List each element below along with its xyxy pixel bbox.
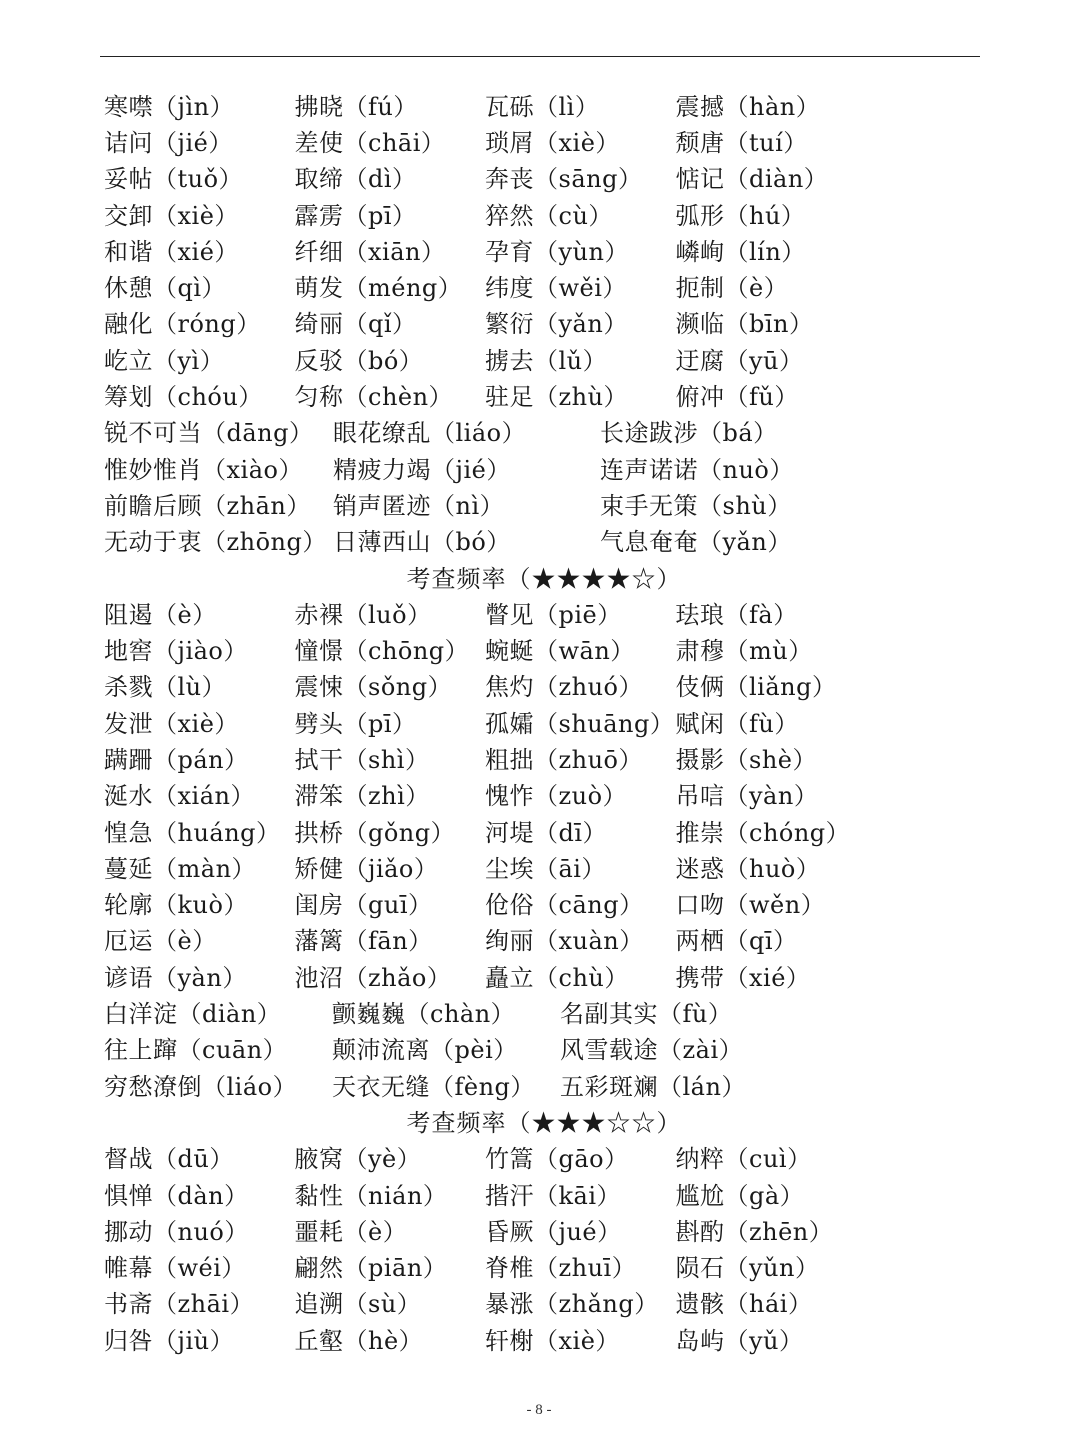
word-entry: 差使（chāi） xyxy=(294,128,446,157)
word-entry: 蔓延（màn） xyxy=(104,854,257,883)
idiom-entry: 眼花缭乱（liáo） xyxy=(333,419,527,448)
word-entry: 追溯（sù） xyxy=(294,1290,422,1319)
word-entry: 孕育（yùn） xyxy=(485,237,629,266)
word-entry: 轮廓（kuò） xyxy=(104,891,248,920)
word-entry: 河堤（dī） xyxy=(485,818,608,847)
word-entry: 霹雳（pī） xyxy=(294,201,417,230)
word-entry: 丘壑（hè） xyxy=(294,1326,424,1355)
word-entry: 黏性（nián） xyxy=(294,1181,448,1210)
word-row xyxy=(104,376,984,412)
word-entry: 匀称（chèn） xyxy=(294,383,454,412)
header-rule xyxy=(100,56,980,57)
word-entry: 挪动（nuó） xyxy=(104,1217,249,1246)
word-entry: 迂腐（yū） xyxy=(675,346,804,375)
word-row xyxy=(104,159,984,195)
word-entry: 孤孀（shuāng） xyxy=(485,709,675,738)
idiom-entry: 颠沛流离（pèi） xyxy=(332,1036,518,1065)
word-entry: 斟酌（zhēn） xyxy=(675,1217,834,1246)
word-row xyxy=(104,1284,984,1320)
word-entry: 伧俗（cāng） xyxy=(485,891,644,920)
idiom-entry: 锐不可当（dāng） xyxy=(104,419,314,448)
word-entry: 纳粹（cuì） xyxy=(675,1145,812,1174)
word-entry: 尴尬（gà） xyxy=(675,1181,805,1210)
word-entry: 惦记（diàn） xyxy=(675,165,829,194)
word-entry: 扼制（è） xyxy=(675,274,789,303)
word-entry: 赋闲（fù） xyxy=(675,709,799,738)
word-entry: 滞笨（zhì） xyxy=(294,782,430,811)
word-entry: 濒临（bīn） xyxy=(675,310,814,339)
word-entry: 蹒跚（pán） xyxy=(104,745,249,774)
word-entry: 摄影（shè） xyxy=(675,745,817,774)
word-entry: 屹立（yì） xyxy=(104,346,225,375)
word-row xyxy=(104,667,984,703)
idiom-entry: 往上蹿（cuān） xyxy=(104,1036,288,1065)
word-entry: 发泄（xiè） xyxy=(104,709,239,738)
word-entry: 昏厥（jué） xyxy=(485,1217,622,1246)
word-entry: 嶙峋（lín） xyxy=(675,237,806,266)
word-entry: 绮丽（qǐ） xyxy=(294,310,417,339)
idiom-entry: 连声诺诺（nuò） xyxy=(600,455,794,484)
word-entry: 地窖（jiào） xyxy=(104,637,248,666)
word-row xyxy=(104,848,984,884)
word-entry: 噩耗（è） xyxy=(294,1217,408,1246)
word-entry: 蜿蜒（wān） xyxy=(485,637,635,666)
word-entry: 轩榭（xiè） xyxy=(485,1326,620,1355)
word-entry: 弧形（hú） xyxy=(675,201,806,230)
word-entry: 遗骸（hái） xyxy=(675,1290,813,1319)
word-row xyxy=(104,1139,984,1175)
word-entry: 绚丽（xuàn） xyxy=(485,927,644,956)
word-entry: 诘问（jié） xyxy=(104,128,233,157)
word-entry: 厄运（è） xyxy=(104,927,217,956)
word-entry: 反驳（bó） xyxy=(294,346,424,375)
word-row xyxy=(104,1175,984,1211)
word-entry: 迷惑（huò） xyxy=(675,854,821,883)
word-entry: 闺房（guī） xyxy=(294,891,433,920)
word-entry: 筹划（chóu） xyxy=(104,383,263,412)
word-entry: 和谐（xié） xyxy=(104,237,239,266)
word-entry: 交卸（xiè） xyxy=(104,201,239,230)
word-row xyxy=(104,1248,984,1284)
word-entry: 腋窝（yè） xyxy=(294,1145,422,1174)
word-entry: 拭干（shì） xyxy=(294,745,430,774)
word-entry: 粗拙（zhuō） xyxy=(485,745,644,774)
section-heading: 考查频率（★★★☆☆） xyxy=(406,1108,682,1137)
idiom-entry: 五彩斑斓（lán） xyxy=(560,1072,746,1101)
word-entry: 憧憬（chōng） xyxy=(294,637,470,666)
word-row xyxy=(104,812,984,848)
word-entry: 岛屿（yǔ） xyxy=(675,1326,804,1355)
word-entry: 萌发（méng） xyxy=(294,274,463,303)
word-entry: 矫健（jiǎo） xyxy=(294,854,439,883)
word-entry: 瞥见（piē） xyxy=(485,600,622,629)
word-row xyxy=(104,86,984,122)
word-row xyxy=(104,1211,984,1247)
word-row xyxy=(104,340,984,376)
word-entry: 口吻（wěn） xyxy=(675,891,826,920)
page-number: - 8 - xyxy=(526,1402,552,1418)
idiom-entry: 穷愁潦倒（liáo） xyxy=(104,1072,298,1101)
word-entry: 涎水（xián） xyxy=(104,782,255,811)
idiom-row xyxy=(104,522,984,558)
word-entry: 琐屑（xiè） xyxy=(485,128,620,157)
idiom-row xyxy=(104,1066,984,1102)
section-heading: 考查频率（★★★★☆） xyxy=(406,564,682,593)
word-entry: 寒噤（jìn） xyxy=(104,92,235,121)
word-entry: 取缔（dì） xyxy=(294,165,417,194)
word-entry: 惧惮（dàn） xyxy=(104,1181,249,1210)
word-entry: 纬度（wěi） xyxy=(485,274,627,303)
word-entry: 竹篙（gāo） xyxy=(485,1145,629,1174)
idiom-entry: 日薄西山（bó） xyxy=(333,528,511,557)
word-entry: 携带（xié） xyxy=(675,963,811,992)
word-entry: 震撼（hàn） xyxy=(675,92,821,121)
word-entry: 休憩（qì） xyxy=(104,274,227,303)
word-row xyxy=(104,739,984,775)
word-entry: 纤细（xiān） xyxy=(294,237,446,266)
word-entry: 掳去（lǔ） xyxy=(485,346,608,375)
word-entry: 吊唁（yàn） xyxy=(675,782,819,811)
idiom-row xyxy=(104,413,984,449)
word-entry: 拂晓（fú） xyxy=(294,92,418,121)
word-entry: 暴涨（zhǎng） xyxy=(485,1290,659,1319)
word-entry: 书斋（zhāi） xyxy=(104,1290,255,1319)
word-row xyxy=(104,630,984,666)
word-row xyxy=(104,1320,984,1356)
idiom-entry: 长途跋涉（bá） xyxy=(600,419,778,448)
word-row xyxy=(104,122,984,158)
word-entry: 揩汗（kāi） xyxy=(485,1181,622,1210)
word-entry: 瓦砾（lì） xyxy=(485,92,600,121)
word-entry: 杀戮（lù） xyxy=(104,673,227,702)
word-row xyxy=(104,304,984,340)
word-row xyxy=(104,267,984,303)
word-entry: 藩篱（fān） xyxy=(294,927,433,956)
word-row xyxy=(104,885,984,921)
word-entry: 尘埃（āi） xyxy=(485,854,606,883)
word-entry: 谚语（yàn） xyxy=(104,963,247,992)
idiom-row xyxy=(104,485,984,521)
word-entry: 督战（dū） xyxy=(104,1145,234,1174)
idiom-entry: 束手无策（shù） xyxy=(600,491,792,520)
idiom-entry: 销声匿迹（nì） xyxy=(333,491,505,520)
idiom-entry: 前瞻后顾（zhān） xyxy=(104,491,311,520)
word-row xyxy=(104,921,984,957)
word-entry: 归咎（jiù） xyxy=(104,1326,235,1355)
word-entry: 帷幕（wéi） xyxy=(104,1254,246,1283)
word-entry: 两栖（qī） xyxy=(675,927,798,956)
word-row xyxy=(104,195,984,231)
word-row xyxy=(104,957,984,993)
word-entry: 推崇（chóng） xyxy=(675,818,851,847)
word-entry: 陨石（yǔn） xyxy=(675,1254,820,1283)
word-entry: 珐琅（fà） xyxy=(675,600,798,629)
word-entry: 伎俩（liǎng） xyxy=(675,673,837,702)
word-entry: 驻足（zhù） xyxy=(485,383,629,412)
word-entry: 奔丧（sāng） xyxy=(485,165,643,194)
word-entry: 焦灼（zhuó） xyxy=(485,673,644,702)
idiom-entry: 惟妙惟肖（xiào） xyxy=(104,455,303,484)
word-entry: 矗立（chù） xyxy=(485,963,629,992)
idiom-entry: 颤巍巍（chàn） xyxy=(332,1000,516,1029)
vocab-list xyxy=(104,86,984,1356)
word-entry: 惶急（huáng） xyxy=(104,818,281,847)
idiom-row xyxy=(104,449,984,485)
word-entry: 俯冲（fǔ） xyxy=(675,383,799,412)
word-entry: 猝然（cù） xyxy=(485,201,613,230)
idiom-row xyxy=(104,993,984,1029)
word-entry: 拱桥（gǒng） xyxy=(294,818,456,847)
word-entry: 翩然（piān） xyxy=(294,1254,448,1283)
idiom-entry: 气息奄奄（yǎn） xyxy=(600,528,792,557)
word-row xyxy=(104,703,984,739)
word-entry: 融化（róng） xyxy=(104,310,261,339)
idiom-entry: 精疲力竭（jié） xyxy=(333,455,511,484)
idiom-entry: 风雪载途（zài） xyxy=(560,1036,744,1065)
word-entry: 震悚（sǒng） xyxy=(294,673,453,702)
word-entry: 繁衍（yǎn） xyxy=(485,310,628,339)
word-entry: 颓唐（tuí） xyxy=(675,128,808,157)
idiom-entry: 名副其实（fù） xyxy=(560,1000,733,1029)
idiom-row xyxy=(104,1030,984,1066)
word-row xyxy=(104,776,984,812)
word-entry: 阻遏（è） xyxy=(104,600,217,629)
word-entry: 愧怍（zuò） xyxy=(485,782,628,811)
word-entry: 脊椎（zhuī） xyxy=(485,1254,637,1283)
word-entry: 赤裸（luǒ） xyxy=(294,600,432,629)
word-row xyxy=(104,594,984,630)
word-entry: 池沼（zhǎo） xyxy=(294,963,452,992)
word-entry: 肃穆（mù） xyxy=(675,637,813,666)
idiom-entry: 白洋淀（diàn） xyxy=(104,1000,282,1029)
word-entry: 妥帖（tuǒ） xyxy=(104,165,244,194)
word-row xyxy=(104,231,984,267)
idiom-entry: 无动于衷（zhōng） xyxy=(104,528,327,557)
word-entry: 劈头（pī） xyxy=(294,709,417,738)
idiom-entry: 天衣无缝（fèng） xyxy=(332,1072,535,1101)
